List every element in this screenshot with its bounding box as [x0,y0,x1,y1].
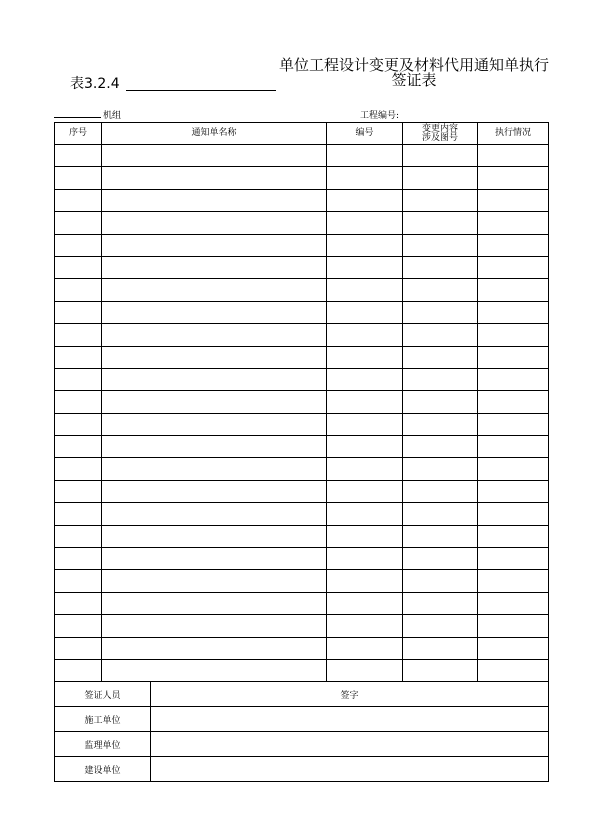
table-row [55,592,549,614]
table-row [55,503,549,525]
table-row [55,637,549,659]
table-row [55,436,549,458]
cell-notice-name [102,279,327,301]
cell-seq [55,503,102,525]
cell-seq [55,480,102,502]
cell-status [478,480,549,502]
cell-notice-name [102,324,327,346]
unit-blank-line [54,117,101,118]
cell-number [327,458,403,480]
cell-notice-name [102,234,327,256]
cell-number [327,145,403,167]
sign-unit-label: 监理单位 [55,732,151,757]
cell-seq [55,615,102,637]
cell-number [327,368,403,390]
table-row [55,324,549,346]
cell-seq [55,324,102,346]
cell-seq [55,592,102,614]
cell-seq [55,145,102,167]
cell-status [478,570,549,592]
table-row [55,458,549,480]
table-row [55,548,549,570]
table-row [55,391,549,413]
cell-status [478,301,549,323]
cell-seq [55,659,102,681]
cell-seq [55,637,102,659]
cell-drawing-no [403,279,478,301]
cell-number [327,301,403,323]
table-row [55,256,549,278]
cell-notice-name [102,368,327,390]
cell-drawing-no [403,592,478,614]
unit-label: 机组 [103,111,122,121]
cell-drawing-no [403,480,478,502]
table-row [55,301,549,323]
cell-status [478,256,549,278]
cell-drawing-no [403,391,478,413]
col-header-seq: 序号 [55,123,102,145]
table-row [55,279,549,301]
sign-unit-label: 施工单位 [55,707,151,732]
sign-unit-label: 建设单位 [55,757,151,782]
cell-notice-name [102,525,327,547]
cell-notice-name [102,256,327,278]
table-row [55,167,549,189]
cell-drawing-no [403,503,478,525]
cell-number [327,480,403,502]
cell-drawing-no [403,548,478,570]
cell-notice-name [102,145,327,167]
cell-drawing-no [403,413,478,435]
table-header-row [55,123,549,145]
sign-row [55,757,549,782]
cell-drawing-no [403,145,478,167]
cell-number [327,592,403,614]
cell-seq [55,368,102,390]
cell-status [478,458,549,480]
cell-status [478,279,549,301]
cell-seq [55,391,102,413]
table-row [55,659,549,681]
cell-drawing-no [403,659,478,681]
cell-seq [55,413,102,435]
cell-status [478,189,549,211]
col-header-drawing-no-text: 变更内容涉及图号 [421,123,458,143]
cell-status [478,592,549,614]
cell-notice-name [102,615,327,637]
title-underline [126,90,276,91]
cell-status [478,503,549,525]
cell-number [327,234,403,256]
cell-seq [55,548,102,570]
sign-signature-cell [151,732,549,757]
table-row [55,212,549,234]
cell-status [478,234,549,256]
cell-number [327,189,403,211]
notice-table [54,122,549,682]
project-number-label: 工程编号: [360,111,400,121]
cell-status [478,615,549,637]
cell-drawing-no [403,256,478,278]
cell-number [327,637,403,659]
cell-notice-name [102,346,327,368]
table-row [55,368,549,390]
cell-status [478,167,549,189]
cell-notice-name [102,637,327,659]
cell-notice-name [102,167,327,189]
cell-status [478,637,549,659]
cell-drawing-no [403,324,478,346]
table-row [55,234,549,256]
cell-status [478,368,549,390]
cell-notice-name [102,189,327,211]
cell-drawing-no [403,525,478,547]
col-header-notice-name: 通知单名称 [102,123,327,145]
cell-notice-name [102,212,327,234]
cell-status [478,212,549,234]
table-row [55,413,549,435]
cell-number [327,503,403,525]
sign-table [54,681,549,782]
table-row [55,145,549,167]
cell-drawing-no [403,301,478,323]
cell-seq [55,234,102,256]
cell-status [478,413,549,435]
cell-drawing-no [403,570,478,592]
cell-notice-name [102,570,327,592]
cell-number [327,615,403,637]
col-header-status: 执行情况 [478,123,549,145]
sign-signature-label: 签字 [151,682,549,707]
cell-seq [55,279,102,301]
col-header-number: 编号 [327,123,403,145]
cell-notice-name [102,301,327,323]
cell-notice-name [102,413,327,435]
cell-seq [55,570,102,592]
cell-seq [55,458,102,480]
table-row [55,346,549,368]
cell-number [327,279,403,301]
cell-drawing-no [403,167,478,189]
cell-status [478,548,549,570]
cell-status [478,346,549,368]
cell-status [478,659,549,681]
cell-notice-name [102,480,327,502]
cell-number [327,525,403,547]
cell-number [327,391,403,413]
cell-drawing-no [403,458,478,480]
table-number: 表3.2.4 [70,76,120,92]
table-row [55,570,549,592]
cell-number [327,413,403,435]
cell-notice-name [102,458,327,480]
cell-status [478,324,549,346]
page-title: 单位工程设计变更及材料代用通知单执行签证表 [278,56,549,89]
table-row [55,480,549,502]
cell-number [327,570,403,592]
cell-number [327,548,403,570]
cell-number [327,256,403,278]
sign-row [55,707,549,732]
cell-drawing-no [403,368,478,390]
cell-number [327,167,403,189]
cell-seq [55,436,102,458]
cell-drawing-no [403,189,478,211]
cell-notice-name [102,659,327,681]
cell-drawing-no [403,234,478,256]
cell-notice-name [102,391,327,413]
cell-drawing-no [403,436,478,458]
cell-number [327,324,403,346]
table-row [55,615,549,637]
cell-seq [55,212,102,234]
cell-seq [55,525,102,547]
sign-header-row [55,682,549,707]
cell-number [327,659,403,681]
table-row [55,525,549,547]
cell-drawing-no [403,615,478,637]
cell-seq [55,301,102,323]
cell-notice-name [102,548,327,570]
cell-drawing-no [403,637,478,659]
cell-seq [55,167,102,189]
sign-signature-cell [151,707,549,732]
cell-seq [55,256,102,278]
cell-seq [55,346,102,368]
cell-notice-name [102,592,327,614]
sign-row [55,732,549,757]
cell-seq [55,189,102,211]
cell-drawing-no [403,346,478,368]
cell-drawing-no [403,212,478,234]
cell-number [327,436,403,458]
cell-notice-name [102,503,327,525]
cell-status [478,525,549,547]
cell-notice-name [102,436,327,458]
cell-status [478,145,549,167]
cell-number [327,346,403,368]
cell-status [478,436,549,458]
table-row [55,189,549,211]
sign-signature-cell [151,757,549,782]
col-header-drawing-no [403,123,478,145]
sign-personnel-label: 签证人员 [55,682,151,707]
cell-status [478,391,549,413]
cell-number [327,212,403,234]
